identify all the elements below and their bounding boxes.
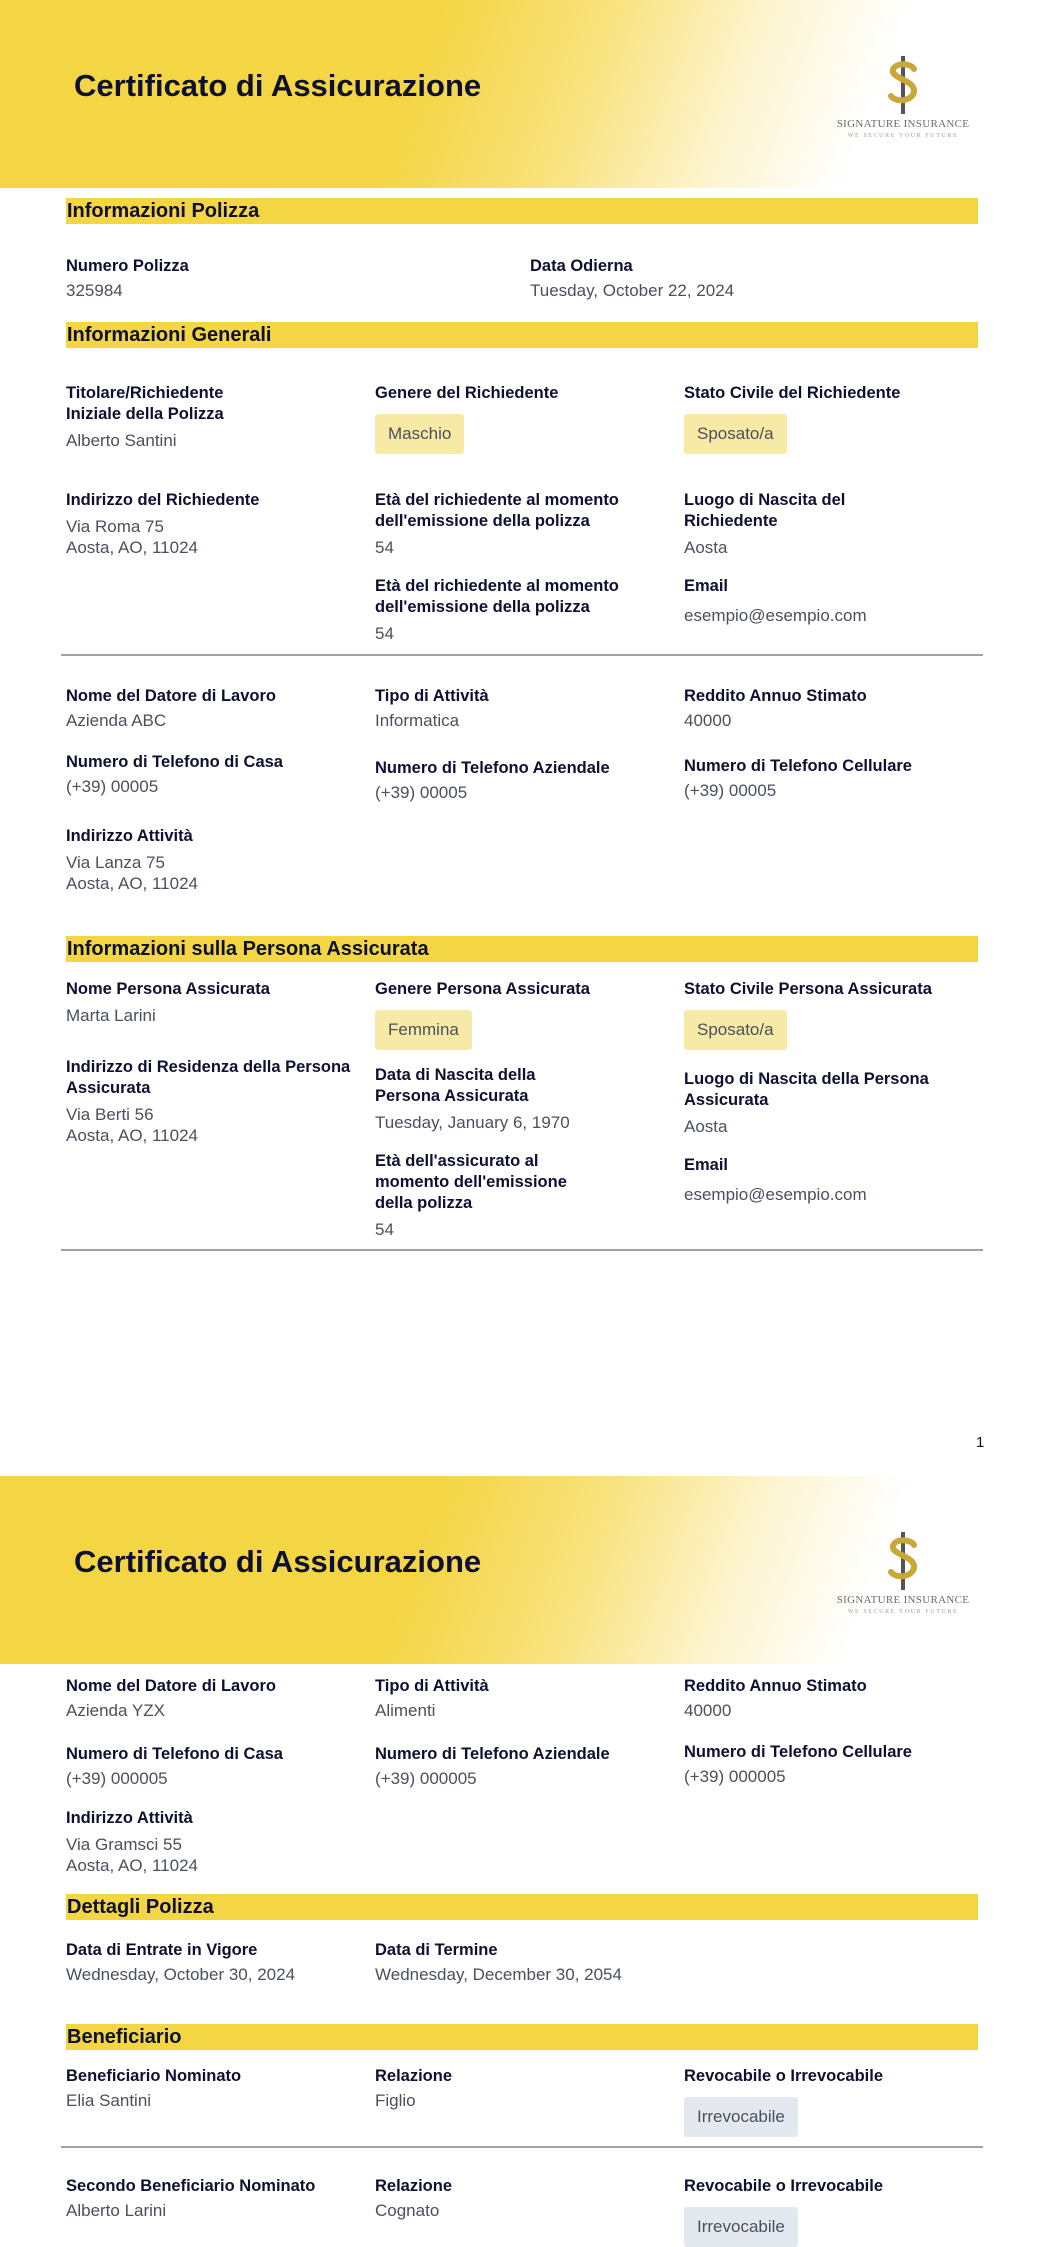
field-value: Elia Santini: [66, 2091, 152, 2110]
document-page-2: [0, 1476, 1044, 2236]
field-label: Beneficiario Nominato: [66, 2067, 242, 2085]
field-label: Numero Polizza: [66, 257, 189, 275]
marital-status-badge: Sposato/a: [684, 1010, 787, 1050]
logo-brand-name: SIGNATURE INSURANCE: [836, 118, 970, 130]
field-business-type: [375, 686, 665, 731]
field-work-phone: [375, 1744, 665, 1789]
field-value: (+39) 00005: [684, 781, 777, 800]
field-mobile-phone: [684, 1742, 974, 1787]
field-beneficiary-name: [66, 2066, 356, 2111]
field-value: Alimenti: [375, 1701, 436, 1720]
field-business-address: [66, 826, 356, 894]
field-insured-name: [66, 979, 356, 1026]
revocable-badge: Irrevocabile: [684, 2097, 798, 2137]
field-label: Numero di Telefono di Casa: [66, 753, 283, 771]
field-label: Tipo di Attività: [375, 1677, 489, 1695]
field-value: Via Berti 56 Aosta, AO, 11024: [66, 1105, 198, 1145]
field-annual-income: [684, 1676, 974, 1721]
field-label: Email: [684, 1156, 729, 1174]
field-applicant-gender: [375, 383, 665, 454]
field-value: Tuesday, January 6, 1970: [375, 1113, 570, 1132]
section-general-info-heading: Informazioni Generali: [66, 322, 978, 348]
field-label: Indirizzo del Richiedente: [66, 491, 260, 509]
field-insured-gender: [375, 979, 665, 1050]
section-divider: [61, 1249, 983, 1251]
field-applicant-age: [375, 490, 665, 558]
field-label: Indirizzo di Residenza della Persona Assicurata: [66, 1058, 351, 1097]
field-insured-marital-status: [684, 979, 974, 1050]
field-label: Data di Termine: [375, 1941, 498, 1959]
dollar-sign-icon: [883, 1532, 923, 1590]
field-value: (+39) 00005: [66, 777, 159, 796]
field-value: 54: [375, 538, 394, 557]
page-number: 1: [976, 1434, 985, 1451]
field-label: Numero di Telefono di Casa: [66, 1745, 283, 1763]
company-logo: [836, 1532, 970, 1632]
field-value: (+39) 000005: [375, 1769, 477, 1788]
field-insured-birthplace: [684, 1069, 974, 1137]
field-insured-birth-date: [375, 1065, 665, 1133]
gender-badge: Maschio: [375, 414, 464, 454]
section-policy-info-heading: Informazioni Polizza: [66, 198, 978, 224]
field-label: Numero di Telefono Cellulare: [684, 757, 912, 775]
field-label: Stato Civile Persona Assicurata: [684, 980, 932, 998]
field-value: Informatica: [375, 711, 460, 730]
field-mobile-phone: [684, 756, 974, 801]
field-applicant-email: [684, 576, 974, 626]
document-title: Certificato di Assicurazione: [74, 68, 482, 103]
field-second-beneficiary-relation: [375, 2176, 665, 2221]
field-value: 40000: [684, 1701, 732, 1720]
field-applicant-birthplace: [684, 490, 974, 558]
field-value: 54: [375, 624, 394, 643]
field-value: (+39) 000005: [684, 1767, 786, 1786]
field-value: Aosta: [684, 1117, 728, 1136]
section-insured-person-heading: Informazioni sulla Persona Assicurata: [66, 936, 978, 962]
field-label: Tipo di Attività: [375, 687, 489, 705]
logo-tagline: WE SECURE YOUR FUTURE: [847, 1609, 959, 1615]
field-value: 40000: [684, 711, 732, 730]
field-second-beneficiary-revocable: [684, 2176, 974, 2247]
field-label: Indirizzo Attività: [66, 827, 193, 845]
marital-status-badge: Sposato/a: [684, 414, 787, 454]
field-value: Tuesday, October 22, 2024: [530, 281, 735, 300]
field-value: Alberto Larini: [66, 2201, 167, 2220]
field-insured-age: [375, 1151, 665, 1240]
revocable-badge: Irrevocabile: [684, 2207, 798, 2247]
field-value: (+39) 00005: [375, 783, 468, 802]
field-label: Reddito Annuo Stimato: [684, 687, 867, 705]
field-label: Data di Nascita della Persona Assicurata: [375, 1066, 536, 1105]
section-policy-details-heading: Dettagli Polizza: [66, 1894, 978, 1920]
field-value: Azienda YZX: [66, 1701, 165, 1720]
field-label: Revocabile o Irrevocabile: [684, 2067, 884, 2085]
field-label: Stato Civile del Richiedente: [684, 384, 901, 402]
field-label: Reddito Annuo Stimato: [684, 1677, 867, 1695]
field-second-beneficiary-name: [66, 2176, 356, 2221]
field-insured-email: [684, 1155, 974, 1205]
field-label: Email: [684, 577, 729, 595]
field-label: Nome del Datore di Lavoro: [66, 1677, 276, 1695]
field-business-address: [66, 1808, 356, 1876]
field-label: Età dell'assicurato al momento dell'emissione della polizza: [375, 1152, 567, 1212]
page-header: [0, 1476, 1044, 1664]
field-label: Nome Persona Assicurata: [66, 980, 270, 998]
field-label: Luogo di Nascita del Richiedente: [684, 491, 846, 530]
gender-badge: Femmina: [375, 1010, 472, 1050]
field-label: Numero di Telefono Aziendale: [375, 1745, 610, 1763]
field-employer-name: [66, 1676, 356, 1721]
field-label: Numero di Telefono Cellulare: [684, 1743, 912, 1761]
field-value: Via Roma 75 Aosta, AO, 11024: [66, 517, 198, 557]
logo-brand-name: SIGNATURE INSURANCE: [836, 1594, 970, 1606]
field-label: Secondo Beneficiario Nominato: [66, 2177, 316, 2195]
field-work-phone: [375, 758, 665, 803]
field-value: Via Lanza 75 Aosta, AO, 11024: [66, 853, 198, 893]
document-title: Certificato di Assicurazione: [74, 1544, 482, 1579]
field-home-phone: [66, 1744, 356, 1789]
field-label: Genere del Richiedente: [375, 384, 559, 402]
field-end-date: [375, 1940, 665, 1985]
field-policy-number: [66, 256, 356, 301]
field-label: Età del richiedente al momento dell'emissione della polizza: [375, 491, 619, 530]
field-label: Nome del Datore di Lavoro: [66, 687, 276, 705]
field-label: Titolare/Richiedente Iniziale della Polizza: [66, 384, 224, 423]
field-label: Data Odierna: [530, 257, 633, 275]
field-value: Via Gramsci 55 Aosta, AO, 11024: [66, 1835, 198, 1875]
field-value: Wednesday, October 30, 2024: [66, 1965, 296, 1984]
field-label: Data di Entrate in Vigore: [66, 1941, 258, 1959]
field-label: Numero di Telefono Aziendale: [375, 759, 610, 777]
field-label: Relazione: [375, 2177, 453, 2195]
field-label: Genere Persona Assicurata: [375, 980, 590, 998]
field-value: esempio@esempio.com: [684, 1185, 867, 1204]
section-divider: [61, 2146, 983, 2148]
field-effective-date: [66, 1940, 356, 1985]
field-value: Figlio: [375, 2091, 416, 2110]
field-insured-address: [66, 1057, 356, 1146]
field-label: Età del richiedente al momento dell'emissione della polizza: [375, 577, 619, 616]
field-today-date: [530, 256, 820, 301]
field-label: Revocabile o Irrevocabile: [684, 2177, 884, 2195]
field-label: Relazione: [375, 2067, 453, 2085]
page-header: [0, 0, 1044, 188]
field-value: Azienda ABC: [66, 711, 167, 730]
field-home-phone: [66, 752, 356, 797]
section-divider: [61, 654, 983, 656]
field-value: esempio@esempio.com: [684, 606, 867, 625]
field-value: 325984: [66, 281, 123, 300]
field-value: Wednesday, December 30, 2054: [375, 1965, 622, 1984]
section-beneficiary-heading: Beneficiario: [66, 2024, 978, 2050]
field-label: Indirizzo Attività: [66, 1809, 193, 1827]
field-value: 54: [375, 1220, 394, 1239]
company-logo: [836, 56, 970, 156]
field-label: Luogo di Nascita della Persona Assicurata: [684, 1070, 929, 1109]
field-value: (+39) 000005: [66, 1769, 168, 1788]
field-value: Cognato: [375, 2201, 440, 2220]
field-value: Aosta: [684, 538, 728, 557]
field-employer-name: [66, 686, 356, 731]
field-annual-income: [684, 686, 974, 731]
field-beneficiary-relation: [375, 2066, 665, 2111]
field-business-type: [375, 1676, 665, 1721]
field-policy-holder: [66, 383, 356, 451]
field-value: Marta Larini: [66, 1006, 156, 1025]
field-beneficiary-revocable: [684, 2066, 974, 2137]
field-applicant-address: [66, 490, 356, 558]
logo-tagline: WE SECURE YOUR FUTURE: [847, 133, 959, 139]
field-value: Alberto Santini: [66, 431, 177, 450]
field-applicant-marital-status: [684, 383, 974, 454]
dollar-sign-icon: [883, 56, 923, 114]
field-applicant-age-repeat: [375, 576, 665, 644]
